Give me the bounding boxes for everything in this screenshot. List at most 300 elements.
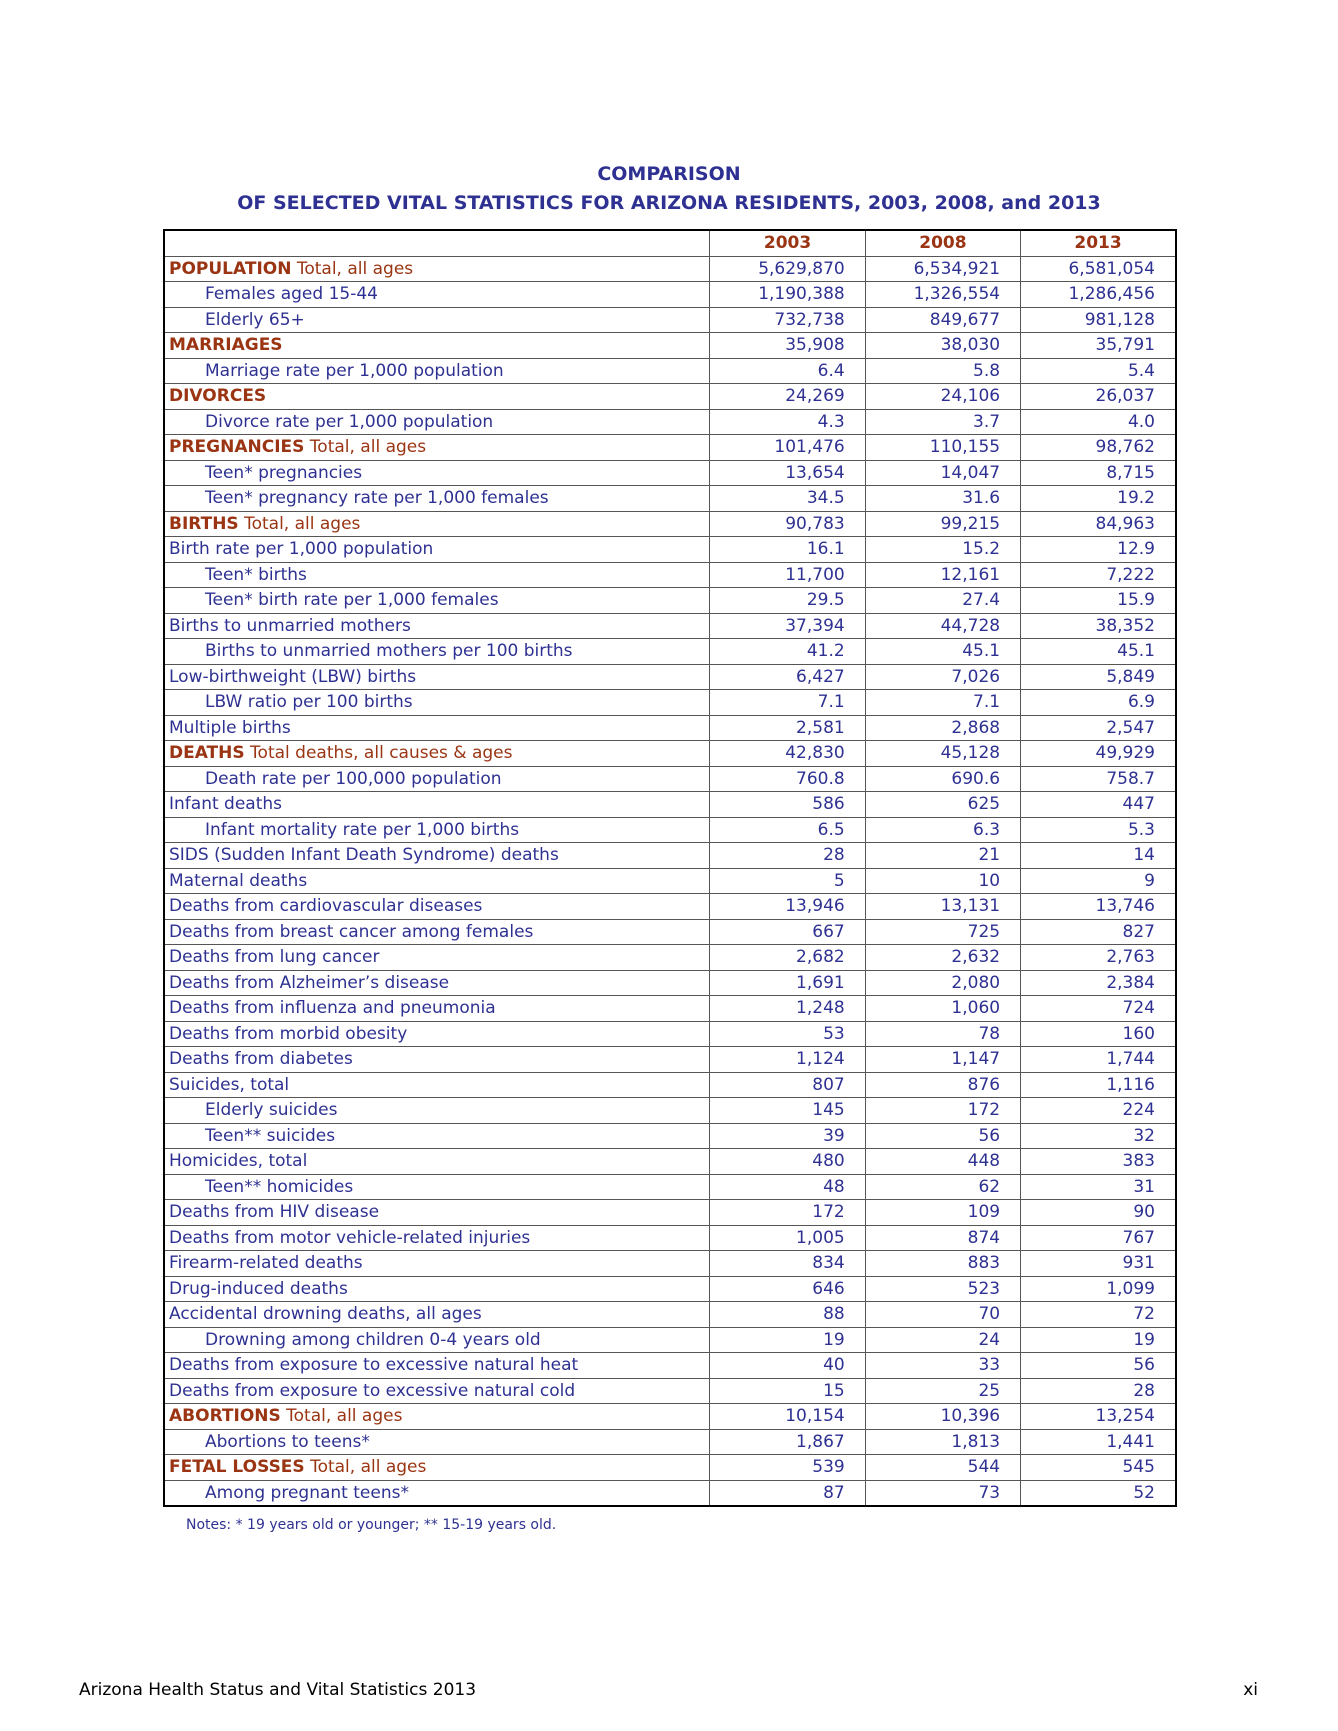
table-row [164, 588, 1176, 614]
value-2013: 767 [1021, 1225, 1176, 1251]
value-2013: 32 [1021, 1123, 1176, 1149]
value-2008: 38,030 [865, 333, 1020, 359]
value-2013: 4.0 [1021, 409, 1176, 435]
value-2013: 56 [1021, 1353, 1176, 1379]
section-subtitle: Total, all ages [280, 1406, 403, 1427]
value-2013: 2,763 [1021, 945, 1176, 971]
value-2013: 13,254 [1021, 1404, 1176, 1430]
section-heading: POPULATION [169, 258, 292, 279]
table-row [164, 435, 1176, 461]
value-2013: 1,286,456 [1021, 282, 1176, 308]
value-2008: 7,026 [865, 664, 1020, 690]
row-label-text: Drug-induced deaths [169, 1278, 348, 1299]
table-row [164, 868, 1176, 894]
value-2013: 2,384 [1021, 970, 1176, 996]
row-label-text: Firearm-related deaths [169, 1253, 363, 1274]
value-2003: 1,190,388 [710, 282, 865, 308]
row-label [164, 766, 710, 792]
section-heading: DIVORCES [169, 386, 267, 407]
value-2013: 14 [1021, 843, 1176, 869]
section-heading: FETAL LOSSES [169, 1457, 305, 1478]
table-row [164, 945, 1176, 971]
value-2008: 448 [865, 1149, 1020, 1175]
table-row [164, 358, 1176, 384]
value-2008: 109 [865, 1200, 1020, 1226]
header-2008: 2008 [865, 230, 1020, 256]
row-label-text: Females aged 15-44 [205, 284, 378, 305]
value-2013: 26,037 [1021, 384, 1176, 410]
value-2003: 5 [710, 868, 865, 894]
table-row [164, 1480, 1176, 1506]
section-heading: PREGNANCIES [169, 437, 305, 458]
row-label-text: Drowning among children 0-4 years old [205, 1329, 541, 1350]
table-row [164, 409, 1176, 435]
value-2003: 48 [710, 1174, 865, 1200]
row-label [164, 1251, 710, 1277]
row-label [164, 1378, 710, 1404]
row-label-text: Deaths from exposure to excessive natural heat [169, 1355, 579, 1376]
table-row [164, 384, 1176, 410]
value-2003: 807 [710, 1072, 865, 1098]
row-label-text: Accidental drowning deaths, all ages [169, 1304, 482, 1325]
row-label-text: Deaths from exposure to excessive natural cold [169, 1380, 576, 1401]
row-label [164, 817, 710, 843]
row-label-text: Maternal deaths [169, 870, 308, 891]
value-2013: 7,222 [1021, 562, 1176, 588]
value-2013: 5.3 [1021, 817, 1176, 843]
vital-statistics-table [163, 229, 1177, 1507]
row-label-text: SIDS (Sudden Infant Death Syndrome) deaths [169, 845, 559, 866]
row-label [164, 996, 710, 1022]
value-2013: 545 [1021, 1455, 1176, 1481]
value-2003: 1,867 [710, 1429, 865, 1455]
row-label-text: Low-birthweight (LBW) births [169, 666, 417, 687]
value-2008: 56 [865, 1123, 1020, 1149]
value-2003: 7.1 [710, 690, 865, 716]
value-2003: 539 [710, 1455, 865, 1481]
value-2008: 625 [865, 792, 1020, 818]
row-label-text: Birth rate per 1,000 population [169, 539, 434, 560]
value-2003: 42,830 [710, 741, 865, 767]
row-label-text: Deaths from Alzheimer’s disease [169, 972, 450, 993]
value-2013: 758.7 [1021, 766, 1176, 792]
value-2013: 6.9 [1021, 690, 1176, 716]
row-label-text: Teen* births [205, 564, 307, 585]
section-subtitle: Total deaths, all causes & ages [244, 743, 513, 764]
row-label-text: Deaths from diabetes [169, 1049, 353, 1070]
value-2003: 1,124 [710, 1047, 865, 1073]
value-2003: 15 [710, 1378, 865, 1404]
table-row [164, 1251, 1176, 1277]
value-2008: 21 [865, 843, 1020, 869]
value-2003: 87 [710, 1480, 865, 1506]
value-2003: 90,783 [710, 511, 865, 537]
value-2003: 35,908 [710, 333, 865, 359]
value-2003: 10,154 [710, 1404, 865, 1430]
table-row [164, 817, 1176, 843]
value-2013: 827 [1021, 919, 1176, 945]
value-2003: 1,248 [710, 996, 865, 1022]
table-row [164, 996, 1176, 1022]
table-row [164, 1378, 1176, 1404]
table-row [164, 460, 1176, 486]
row-label-text: Homicides, total [169, 1151, 308, 1172]
value-2008: 12,161 [865, 562, 1020, 588]
table-row [164, 1149, 1176, 1175]
table-notes: Notes: * 19 years old or younger; ** 15-19 years old. [186, 1517, 557, 1533]
value-2008: 849,677 [865, 307, 1020, 333]
value-2008: 24 [865, 1327, 1020, 1353]
section-heading: ABORTIONS [169, 1406, 281, 1427]
page-title-line-1: COMPARISON [597, 163, 741, 185]
table-body [164, 256, 1176, 1506]
value-2008: 2,868 [865, 715, 1020, 741]
row-label-text: Elderly suicides [205, 1100, 338, 1121]
value-2008: 2,632 [865, 945, 1020, 971]
value-2013: 5.4 [1021, 358, 1176, 384]
value-2008: 690.6 [865, 766, 1020, 792]
table-row [164, 562, 1176, 588]
value-2013: 13,746 [1021, 894, 1176, 920]
row-label [164, 1047, 710, 1073]
row-label [164, 1404, 710, 1430]
row-label [164, 1200, 710, 1226]
value-2013: 447 [1021, 792, 1176, 818]
row-label [164, 1455, 710, 1481]
row-label [164, 1480, 710, 1506]
value-2003: 13,654 [710, 460, 865, 486]
value-2013: 1,744 [1021, 1047, 1176, 1073]
value-2003: 586 [710, 792, 865, 818]
table-row [164, 1047, 1176, 1073]
value-2013: 19 [1021, 1327, 1176, 1353]
value-2013: 38,352 [1021, 613, 1176, 639]
row-label [164, 1225, 710, 1251]
table-row [164, 1429, 1176, 1455]
value-2008: 6,534,921 [865, 256, 1020, 282]
value-2003: 40 [710, 1353, 865, 1379]
value-2008: 544 [865, 1455, 1020, 1481]
footer-publication-title: Arizona Health Status and Vital Statistics 2013 [79, 1680, 477, 1700]
value-2013: 31 [1021, 1174, 1176, 1200]
row-label-text: Teen* birth rate per 1,000 females [205, 590, 499, 611]
table-row [164, 1098, 1176, 1124]
row-label [164, 486, 710, 512]
table-row [164, 1276, 1176, 1302]
row-label [164, 1123, 710, 1149]
table-row [164, 894, 1176, 920]
footer-page-number: xi [1243, 1680, 1258, 1700]
value-2008: 44,728 [865, 613, 1020, 639]
value-2008: 876 [865, 1072, 1020, 1098]
header-2003: 2003 [710, 230, 865, 256]
value-2003: 37,394 [710, 613, 865, 639]
row-label-text: Deaths from influenza and pneumonia [169, 998, 496, 1019]
value-2008: 14,047 [865, 460, 1020, 486]
table-row [164, 486, 1176, 512]
value-2013: 5,849 [1021, 664, 1176, 690]
row-label [164, 690, 710, 716]
row-label-text: Deaths from morbid obesity [169, 1023, 408, 1044]
row-label-text: Deaths from cardiovascular diseases [169, 896, 483, 917]
section-subtitle: Total, all ages [304, 437, 427, 458]
row-label [164, 945, 710, 971]
header-2013: 2013 [1021, 230, 1176, 256]
row-label [164, 1353, 710, 1379]
value-2008: 172 [865, 1098, 1020, 1124]
value-2003: 646 [710, 1276, 865, 1302]
value-2003: 6.4 [710, 358, 865, 384]
row-label-text: Infant mortality rate per 1,000 births [205, 819, 520, 840]
value-2013: 28 [1021, 1378, 1176, 1404]
row-label-text: Teen** homicides [205, 1176, 354, 1197]
table-row [164, 664, 1176, 690]
header-label-cell [164, 230, 710, 256]
row-label-text: LBW ratio per 100 births [205, 692, 413, 713]
value-2013: 160 [1021, 1021, 1176, 1047]
table-row [164, 1200, 1176, 1226]
value-2003: 6.5 [710, 817, 865, 843]
value-2003: 88 [710, 1302, 865, 1328]
row-label-text: Births to unmarried mothers per 100 births [205, 641, 573, 662]
value-2008: 45,128 [865, 741, 1020, 767]
value-2003: 4.3 [710, 409, 865, 435]
row-label [164, 256, 710, 282]
value-2003: 19 [710, 1327, 865, 1353]
value-2008: 5.8 [865, 358, 1020, 384]
section-heading: BIRTHS [169, 513, 239, 534]
value-2008: 1,326,554 [865, 282, 1020, 308]
table-row [164, 1072, 1176, 1098]
value-2003: 760.8 [710, 766, 865, 792]
row-label [164, 435, 710, 461]
row-label-text: Deaths from motor vehicle-related injuries [169, 1227, 531, 1248]
table-row [164, 1404, 1176, 1430]
value-2013: 9 [1021, 868, 1176, 894]
row-label-text: Marriage rate per 1,000 population [205, 360, 504, 381]
row-label-text: Abortions to teens* [205, 1431, 370, 1452]
value-2013: 35,791 [1021, 333, 1176, 359]
value-2008: 6.3 [865, 817, 1020, 843]
value-2003: 480 [710, 1149, 865, 1175]
value-2003: 2,581 [710, 715, 865, 741]
table-row [164, 766, 1176, 792]
table-row [164, 843, 1176, 869]
row-label-text: Teen** suicides [205, 1125, 336, 1146]
table-row [164, 511, 1176, 537]
value-2013: 90 [1021, 1200, 1176, 1226]
row-label-text: Infant deaths [169, 794, 282, 815]
row-label [164, 1327, 710, 1353]
table-row [164, 715, 1176, 741]
value-2013: 49,929 [1021, 741, 1176, 767]
value-2013: 98,762 [1021, 435, 1176, 461]
value-2003: 2,682 [710, 945, 865, 971]
row-label [164, 333, 710, 359]
row-label [164, 1302, 710, 1328]
value-2008: 31.6 [865, 486, 1020, 512]
row-label [164, 588, 710, 614]
value-2013: 15.9 [1021, 588, 1176, 614]
row-label [164, 358, 710, 384]
table-row [164, 1353, 1176, 1379]
value-2003: 13,946 [710, 894, 865, 920]
row-label [164, 409, 710, 435]
row-label [164, 715, 710, 741]
row-label-text: Births to unmarried mothers [169, 615, 411, 636]
table-row [164, 919, 1176, 945]
table-row [164, 1327, 1176, 1353]
section-heading: MARRIAGES [169, 335, 283, 356]
row-label [164, 460, 710, 486]
value-2003: 5,629,870 [710, 256, 865, 282]
row-label [164, 894, 710, 920]
value-2003: 28 [710, 843, 865, 869]
row-label [164, 1072, 710, 1098]
value-2008: 73 [865, 1480, 1020, 1506]
row-label [164, 868, 710, 894]
row-label-text: Deaths from HIV disease [169, 1202, 380, 1223]
value-2008: 10,396 [865, 1404, 1020, 1430]
row-label [164, 511, 710, 537]
page-title-line-2: OF SELECTED VITAL STATISTICS FOR ARIZONA RESIDENTS, 2003, 2008, and 2013 [237, 192, 1101, 214]
row-label [164, 613, 710, 639]
value-2013: 1,116 [1021, 1072, 1176, 1098]
row-label [164, 307, 710, 333]
table-row [164, 307, 1176, 333]
table-row [164, 792, 1176, 818]
value-2008: 110,155 [865, 435, 1020, 461]
value-2008: 1,813 [865, 1429, 1020, 1455]
row-label-text: Deaths from lung cancer [169, 947, 380, 968]
value-2008: 62 [865, 1174, 1020, 1200]
value-2008: 523 [865, 1276, 1020, 1302]
table-row [164, 282, 1176, 308]
value-2003: 667 [710, 919, 865, 945]
row-label [164, 1429, 710, 1455]
value-2008: 2,080 [865, 970, 1020, 996]
value-2003: 24,269 [710, 384, 865, 410]
value-2013: 931 [1021, 1251, 1176, 1277]
table-row [164, 690, 1176, 716]
value-2003: 41.2 [710, 639, 865, 665]
value-2008: 33 [865, 1353, 1020, 1379]
value-2008: 70 [865, 1302, 1020, 1328]
value-2003: 732,738 [710, 307, 865, 333]
row-label-text: Teen* pregnancies [205, 462, 363, 483]
table-header-row [164, 230, 1176, 256]
table-row [164, 613, 1176, 639]
value-2008: 24,106 [865, 384, 1020, 410]
value-2008: 3.7 [865, 409, 1020, 435]
table-row [164, 639, 1176, 665]
row-label-text: Deaths from breast cancer among females [169, 921, 534, 942]
section-subtitle: Total, all ages [238, 513, 361, 534]
row-label [164, 741, 710, 767]
value-2003: 101,476 [710, 435, 865, 461]
table-row [164, 1174, 1176, 1200]
value-2003: 16.1 [710, 537, 865, 563]
value-2003: 145 [710, 1098, 865, 1124]
row-label-text: Elderly 65+ [205, 309, 305, 330]
row-label [164, 282, 710, 308]
value-2013: 981,128 [1021, 307, 1176, 333]
row-label [164, 639, 710, 665]
table-row [164, 537, 1176, 563]
value-2008: 99,215 [865, 511, 1020, 537]
value-2008: 13,131 [865, 894, 1020, 920]
value-2003: 6,427 [710, 664, 865, 690]
value-2013: 1,441 [1021, 1429, 1176, 1455]
value-2013: 383 [1021, 1149, 1176, 1175]
row-label [164, 537, 710, 563]
value-2003: 53 [710, 1021, 865, 1047]
value-2008: 15.2 [865, 537, 1020, 563]
value-2008: 10 [865, 868, 1020, 894]
value-2008: 25 [865, 1378, 1020, 1404]
value-2008: 883 [865, 1251, 1020, 1277]
value-2008: 874 [865, 1225, 1020, 1251]
table-row [164, 1021, 1176, 1047]
table-row [164, 1225, 1176, 1251]
value-2008: 7.1 [865, 690, 1020, 716]
value-2003: 29.5 [710, 588, 865, 614]
table-row [164, 970, 1176, 996]
row-label-text: Teen* pregnancy rate per 1,000 females [205, 488, 549, 509]
table-row [164, 1123, 1176, 1149]
value-2003: 172 [710, 1200, 865, 1226]
section-subtitle: Total, all ages [291, 258, 414, 279]
value-2013: 224 [1021, 1098, 1176, 1124]
value-2013: 6,581,054 [1021, 256, 1176, 282]
value-2003: 11,700 [710, 562, 865, 588]
row-label [164, 664, 710, 690]
row-label [164, 562, 710, 588]
row-label-text: Death rate per 100,000 population [205, 768, 502, 789]
row-label [164, 384, 710, 410]
value-2008: 27.4 [865, 588, 1020, 614]
row-label-text: Multiple births [169, 717, 291, 738]
value-2013: 12.9 [1021, 537, 1176, 563]
section-heading: DEATHS [169, 743, 245, 764]
table-row [164, 1302, 1176, 1328]
value-2003: 1,691 [710, 970, 865, 996]
value-2013: 84,963 [1021, 511, 1176, 537]
value-2008: 1,147 [865, 1047, 1020, 1073]
value-2003: 39 [710, 1123, 865, 1149]
value-2013: 724 [1021, 996, 1176, 1022]
value-2008: 45.1 [865, 639, 1020, 665]
table-row [164, 741, 1176, 767]
row-label [164, 970, 710, 996]
value-2013: 52 [1021, 1480, 1176, 1506]
section-subtitle: Total, all ages [304, 1457, 427, 1478]
row-label-text: Divorce rate per 1,000 population [205, 411, 494, 432]
value-2003: 34.5 [710, 486, 865, 512]
table-row [164, 256, 1176, 282]
row-label [164, 919, 710, 945]
value-2008: 725 [865, 919, 1020, 945]
value-2013: 1,099 [1021, 1276, 1176, 1302]
row-label [164, 843, 710, 869]
value-2013: 72 [1021, 1302, 1176, 1328]
value-2013: 45.1 [1021, 639, 1176, 665]
value-2008: 78 [865, 1021, 1020, 1047]
row-label [164, 1021, 710, 1047]
row-label-text: Suicides, total [169, 1074, 290, 1095]
row-label [164, 1098, 710, 1124]
row-label [164, 1276, 710, 1302]
